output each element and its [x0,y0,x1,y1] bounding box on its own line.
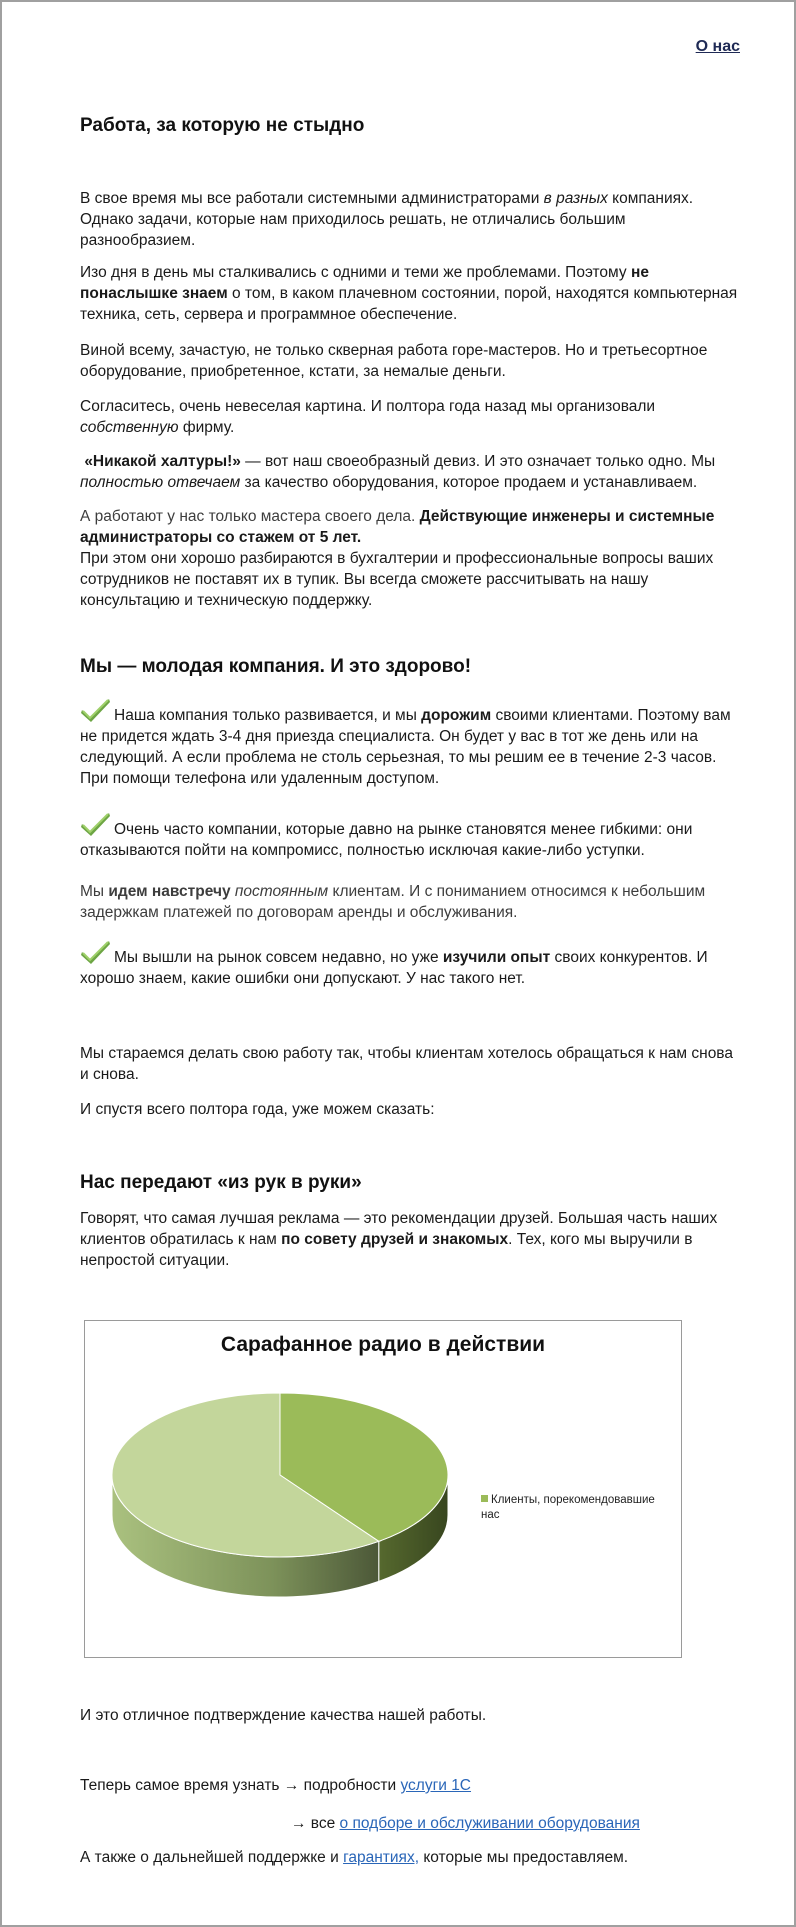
feature-item-2-extra [80,881,742,923]
intro-p6-strong: Действующие инженеры и системные администраторы со стажем от 5 лет. [80,508,715,546]
footer-p2-text: Теперь самое время узнать → подробности [80,1777,401,1794]
feature-item-2 [80,810,742,861]
intro-p4-text2: фирму. [178,419,235,436]
feature-item-1 [80,696,742,789]
footer-p1 [80,1705,742,1726]
footer-p1-text: И это отличное подтверждение качества нашей работы. [80,1707,487,1724]
pie-chart [84,1320,682,1658]
intro-p5-emphasis: полностью отвечаем [80,474,241,491]
about-link[interactable]: О нас [695,38,740,55]
pie-group [112,1393,448,1597]
equipment-link[interactable]: о подборе и обслуживании оборудования [339,1815,640,1832]
footer-p2 [80,1775,742,1796]
feature-item-1-text2: своими клиентами. Поэтому вам не придется ждать 3-4 дня приезда специалиста. Он будет у вас в тот же день или на следующий. А если проблема не столь серьезная, то мы решим ее в течение 2-3 часов. При помощи телефона или удаленным доступом. [80,707,731,787]
section2-after-p2-text: И спустя всего полтора года, уже можем сказать: [80,1101,435,1118]
section2-after-p1 [80,1043,742,1085]
feature-item-1-text: Наша компания только развивается, и мы [114,707,422,724]
intro-p6 [80,506,742,611]
intro-p5-text: — вот наш своеобразный девиз. И это означает только одно. Мы [240,453,716,470]
intro-p4 [80,396,742,438]
intro-p3-text: Виной всему, зачастую, не только скверная работа горе-мастеров. Но и третьесортное оборудование, приобретенное, кстати, за немалые деньги. [80,342,708,380]
legend-swatch [481,1495,488,1502]
feature-item-2-extra-emphasis: постоянным [234,883,329,900]
services-1c-link[interactable]: услуги 1С [400,1777,472,1794]
intro-p2-strong: не понаслышке знаем [80,264,649,302]
section3-p [80,1208,742,1271]
intro-p1-emphasis: в разных [543,190,608,207]
feature-item-2-extra-text: Мы [80,883,109,900]
section3-heading: Нас передают «из рук в руки» [80,1172,362,1193]
page-title: Работа, за которую не стыдно [80,115,365,136]
intro-p1-text2: компаниях. Однако задачи, которые нам приходилось решать, не отличались большим разнообразием. [80,190,694,249]
footer-p4 [80,1847,742,1868]
footer-p3 [291,1813,742,1834]
intro-p6-text2: При этом они хорошо разбираются в бухгалтерии и профессиональные вопросы ваших сотрудников не поставят их в тупик. Вы всегда сможете рассчитывать на нашу консультацию и техническую поддержку. [80,550,714,609]
intro-p6-text: А работают у нас только мастера своего дела. [80,508,420,525]
section3-heading-wrap [80,1172,742,1194]
intro-p1-text: В свое время мы все работали системными администраторами [80,190,544,207]
section3-p-text2: . Тех, кого мы выручили в непростой ситуации. [80,1231,693,1269]
intro-p2 [80,262,742,325]
motto: «Никакой халтуры!» [84,453,241,470]
pie-chart-svg [85,1321,681,1657]
footer-p4-text2: которые мы предоставляем. [419,1849,629,1866]
intro-p2-text: Изо дня в день мы сталкивались с одними и теми же проблемами. Поэтому [80,264,631,281]
footer-p3-text: → все [291,1815,340,1832]
intro-p4-emphasis: собственную [80,419,179,436]
intro-p3 [80,340,742,382]
guarantees-link[interactable]: гарантиях, [343,1849,420,1866]
intro-p4-text: Согласитесь, очень невеселая картина. И полтора года назад мы организовали [80,398,656,415]
section2-heading: Мы — молодая компания. И это здорово! [80,656,472,677]
intro-p1 [80,188,742,251]
chart-legend [481,1493,671,1523]
intro-p2-text2: о том, в каком плачевном состоянии, порой, находятся компьютерная техника, сеть, сервера и программное обеспечение. [80,285,738,323]
chart-title: Сарафанное радио в действии [220,1333,546,1356]
intro-p5-text2: за качество оборудования, которое продаем и устанавливаем. [240,474,698,491]
section3-p-strong: по совету друзей и знакомых [281,1231,509,1248]
section2-after-p1-text: Мы стараемся делать свою работу так, чтобы клиентам хотелось обращаться к нам снова и снова. [80,1045,733,1083]
intro-p5 [80,451,742,493]
check-mark-icon [80,696,112,724]
feature-item-2-extra-text2: клиентам. И с пониманием относимся к небольшим задержкам платежей по договорам аренды и обслуживания. [80,883,706,921]
section2-after-p2 [80,1099,742,1120]
feature-item-2-extra-strong: идем навстречу [108,883,231,900]
feature-item-1-strong: дорожим [421,707,492,724]
legend-label: Клиенты, порекомендовавшие нас [481,1494,655,1521]
footer-p4-text: А также о дальнейшей поддержке и [80,1849,344,1866]
feature-item-3-text2: своих конкурентов. И хорошо знаем, какие ошибки они допускают. У нас такого нет. [80,949,708,987]
feature-item-3-strong: изучили опыт [442,949,551,966]
check-mark-icon [80,938,112,966]
feature-item-3-text: Мы вышли на рынок совсем недавно, но уже [114,949,443,966]
section3-p-text: Говорят, что самая лучшая реклама — это рекомендации друзей. Большая часть наших клиентов обратилась к нам [80,1210,718,1248]
feature-item-3 [80,938,742,989]
section2-heading-wrap [80,656,742,678]
check-mark-icon [80,810,112,838]
feature-item-2-text: Очень часто компании, которые давно на рынке становятся менее гибкими: они отказываются пойти на компромисс, полностью исключая какие-либо уступки. [80,821,693,859]
